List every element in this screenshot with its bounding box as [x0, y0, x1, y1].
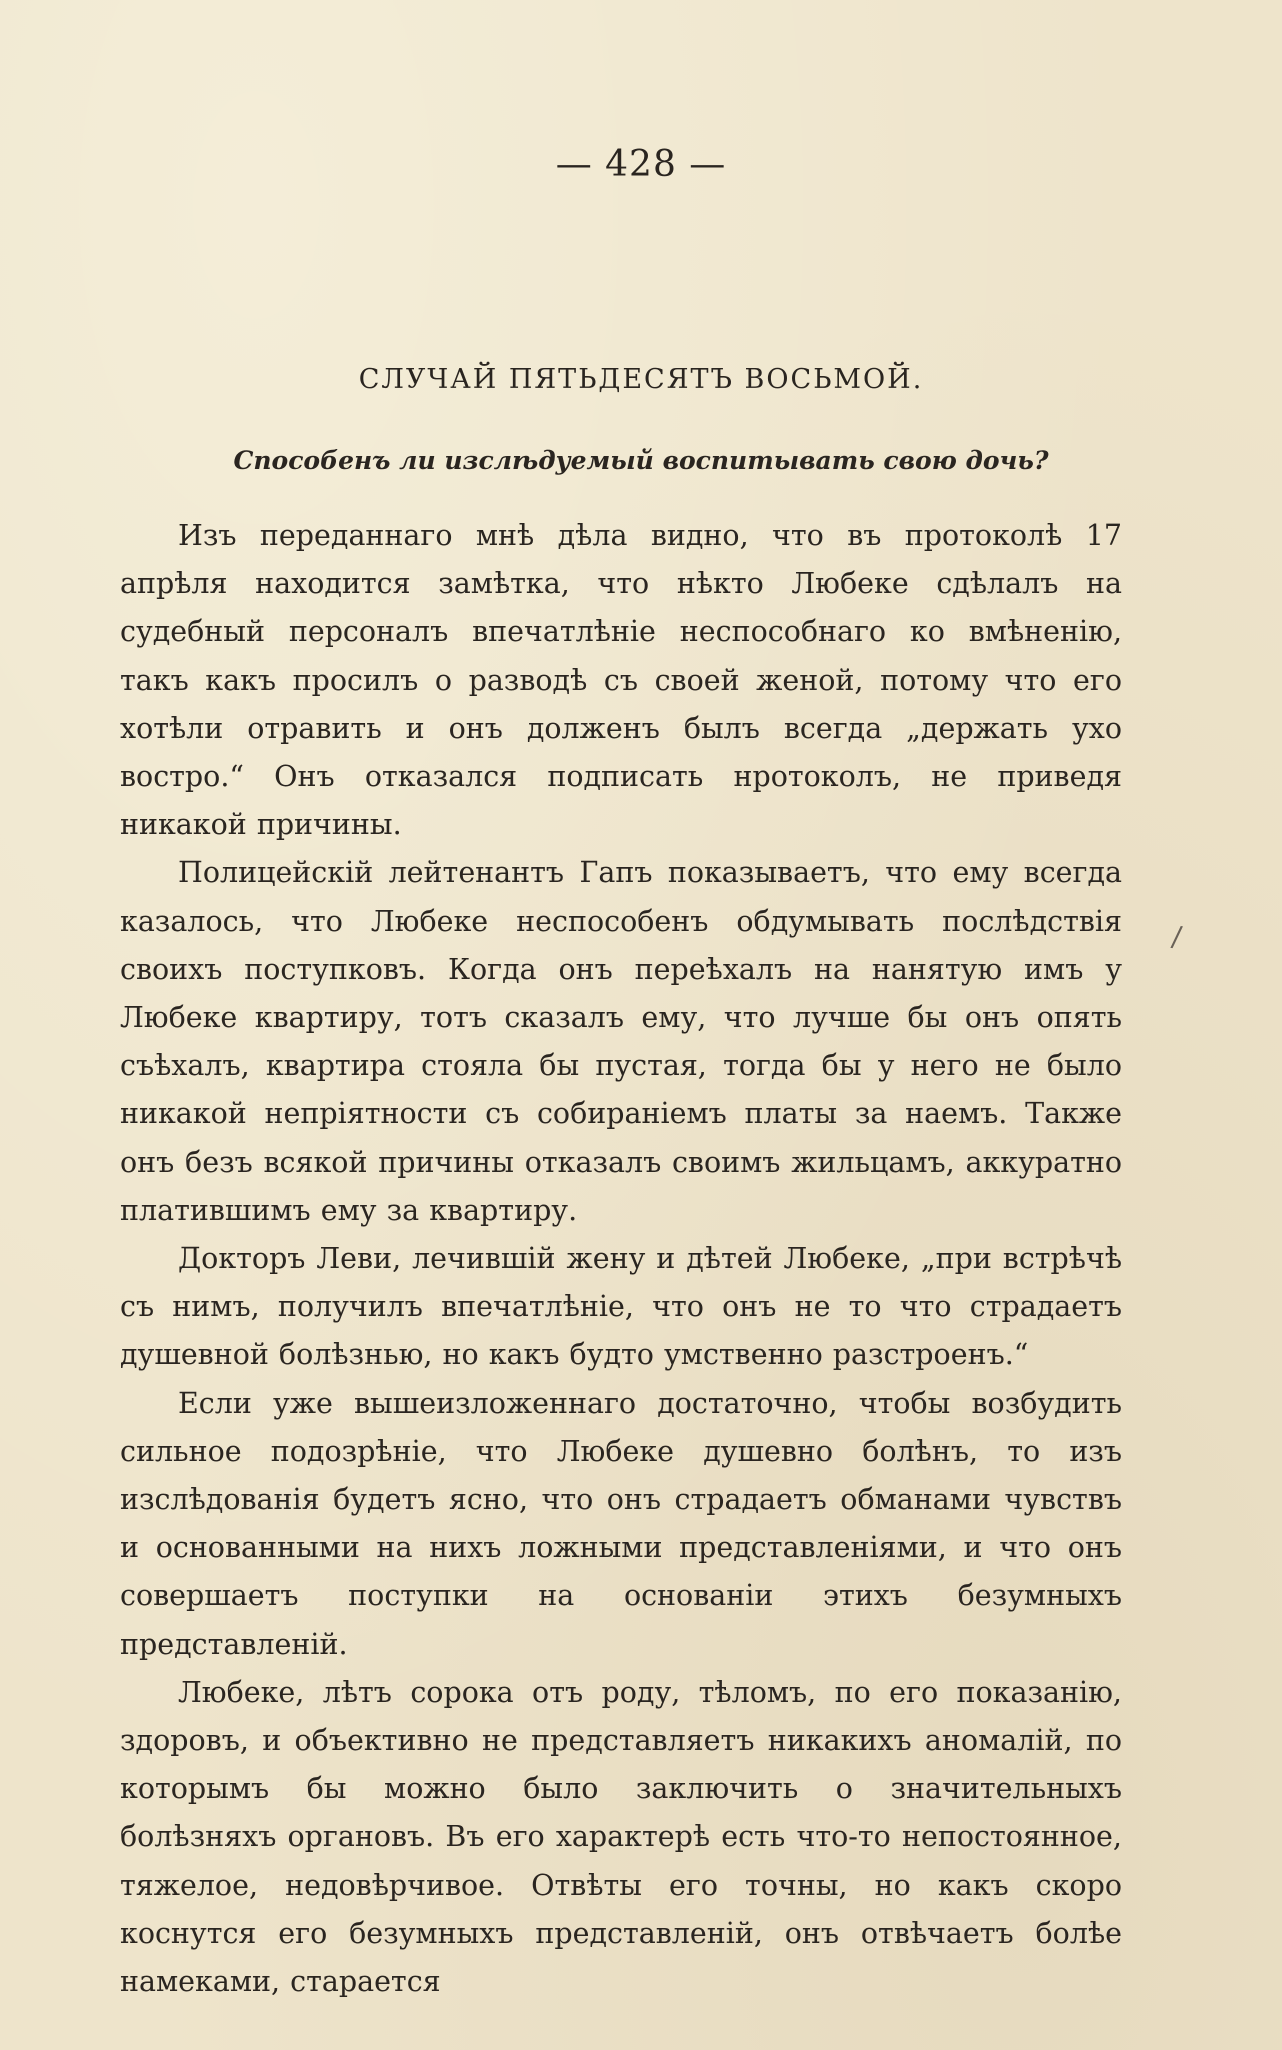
- case-title: СЛУЧАЙ ПЯТЬДЕСЯТЪ ВОСЬМОЙ.: [358, 364, 924, 395]
- paragraph-protocol: Изъ переданнаго мнѣ дѣла видно, что въ протоколѣ 17 апрѣля находится замѣтка, что нѣкто Любеке сдѣлалъ на судебный персоналъ впечатлѣніе неспособнаго ко вмѣненію, такъ какъ просилъ о разводѣ съ своей женой, потому что его хотѣли отравить и онъ долженъ былъ всегда „держать ухо востро.“ Онъ отказался подписать нротоколъ, не приведя никакой причины.: [120, 519, 1122, 842]
- page-number: — 428 —: [555, 144, 727, 185]
- margin-pencil-mark: /: [1169, 919, 1184, 954]
- paragraph-examination: Если уже вышеизложеннаго достаточно, чтобы возбудить сильное подозрѣніе, что Любеке душевно болѣнъ, то изъ изслѣдованія будетъ ясно, что онъ страдаетъ обманами чувствъ и основанными на нихъ ложными представленіями, и что онъ совершаетъ поступки на основаніи этихъ безумныхъ представленій.: [120, 1386, 1122, 1661]
- body-text: [120, 512, 1122, 2006]
- case-subtitle: Способенъ ли изслѣдуемый воспитывать свою дочь?: [233, 446, 1049, 475]
- paragraph-doctor: Докторъ Леви, лечившій жену и дѣтей Любеке, „при встрѣчѣ съ нимъ, получилъ впечатлѣніе, что онъ не то что страдаетъ душевной болѣзнью, но какъ будто умственно разстроенъ.“: [120, 1242, 1122, 1372]
- paragraph-description: Любеке, лѣтъ сорока отъ роду, тѣломъ, по его показанію, здоровъ, и объективно не представляетъ никакихъ аномалій, по которымъ бы можно было заключить о значительныхъ болѣзняхъ органовъ. Въ его характерѣ есть что-то непостоянное, тяжелое, недовѣрчивое. Отвѣты его точны, но какъ скоро коснутся его безумныхъ представленій, онъ отвѣчаетъ болѣе намеками, старается: [120, 1675, 1122, 1999]
- paragraph-lieutenant: Полицейскій лейтенантъ Гапъ показываетъ, что ему всегда казалось, что Любеке неспособенъ обдумывать послѣдствія своихъ поступковъ. Когда онъ переѣхалъ на нанятую имъ у Любеке квартиру, тотъ сказалъ ему, что лучше бы онъ опять съѣхалъ, квартира стояла бы пустая, тогда бы у него не было никакой непріятности съ собираніемъ платы за наемъ. Также онъ безъ всякой причины отказалъ своимъ жильцамъ, аккуратно платившимъ ему за квартиру.: [120, 856, 1122, 1227]
